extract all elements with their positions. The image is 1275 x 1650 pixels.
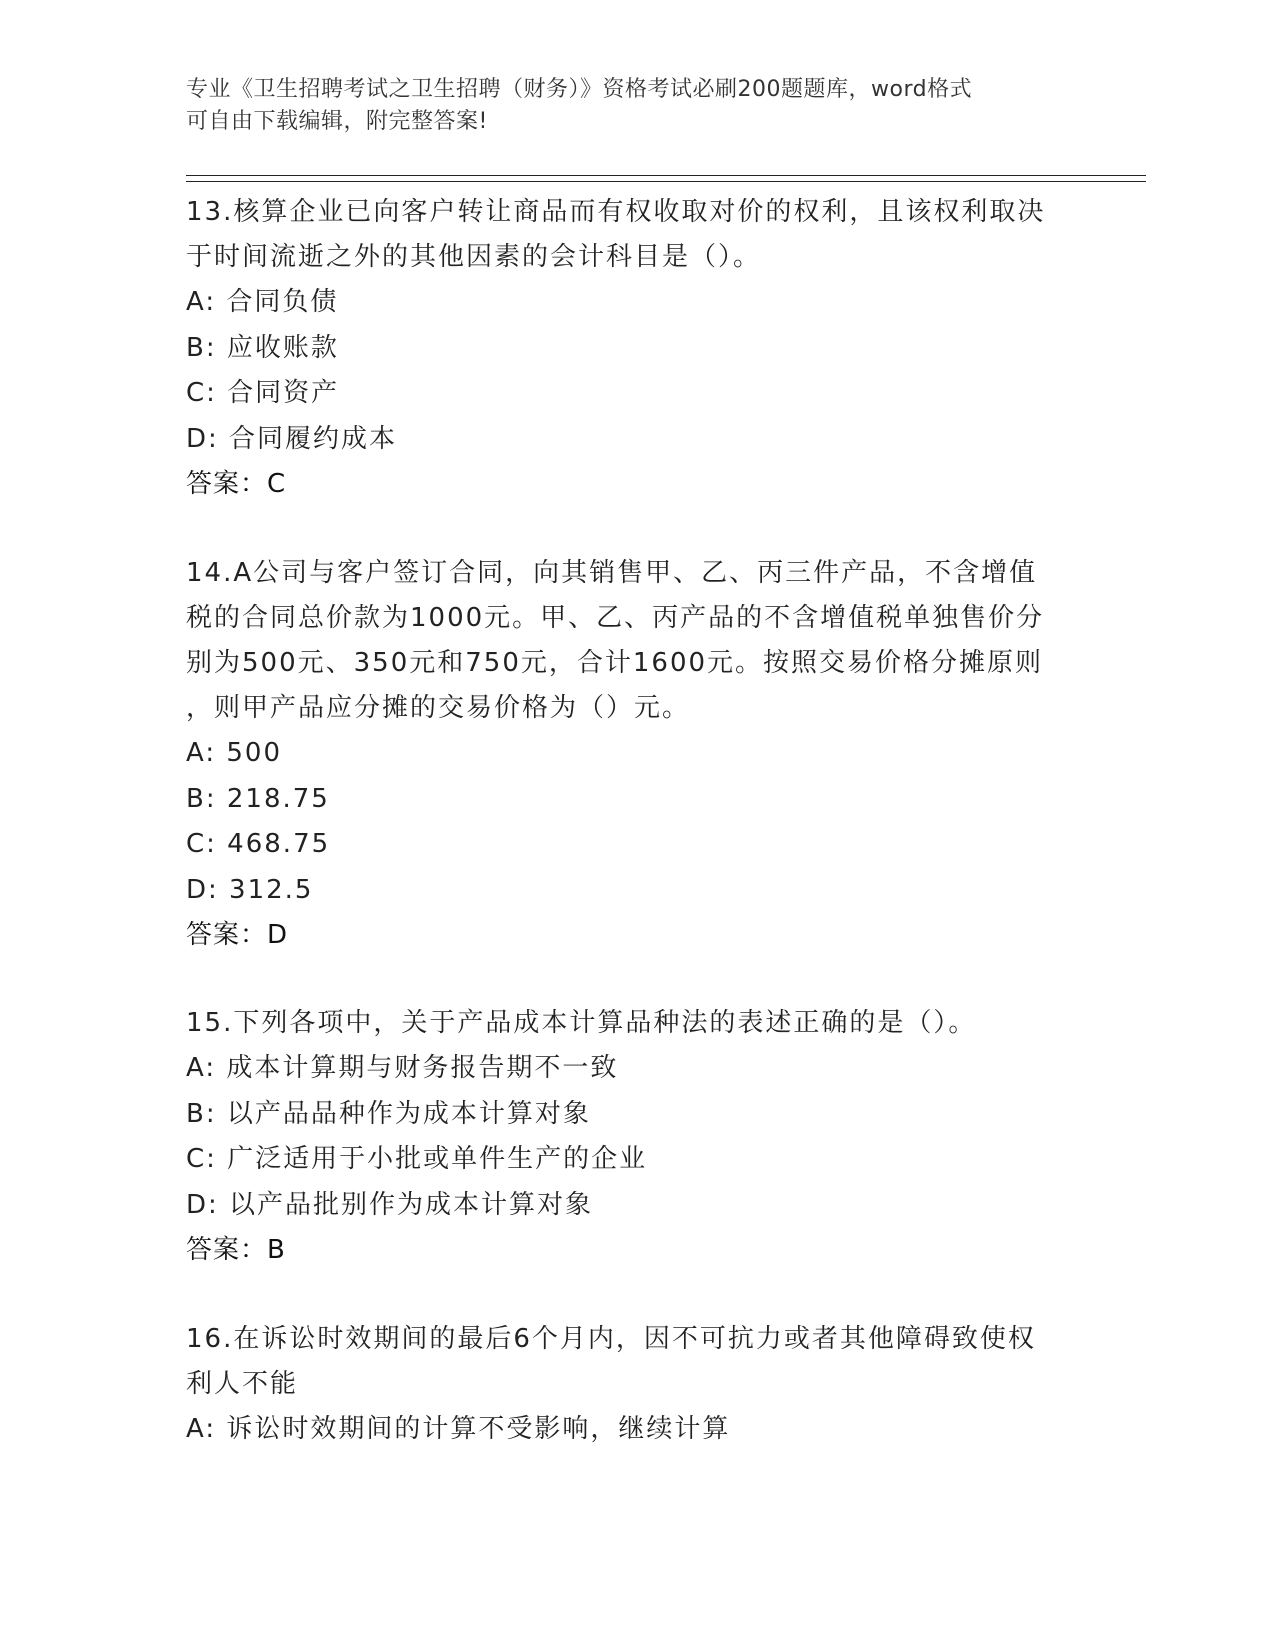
option-d: D: 合同履约成本	[186, 423, 398, 454]
option-c: C: 468.75	[186, 829, 331, 859]
answer: 答案：B	[186, 1235, 286, 1265]
question-13	[186, 190, 1086, 507]
stem-line: 14.A公司与客户签订合同，向其销售甲、乙、丙三件产品，不含增值	[186, 558, 1038, 588]
option-a: A: 合同负债	[186, 287, 339, 317]
header-line-1: 专业《卫生招聘考试之卫生招聘（财务）》资格考试必刷200题题库，word格式	[186, 77, 973, 102]
question-gap	[186, 1273, 1086, 1317]
question-stem	[186, 1317, 1086, 1407]
document-header	[186, 74, 1066, 138]
answer: 答案：C	[186, 469, 287, 499]
option-d: D: 312.5	[186, 874, 314, 905]
option-a: A: 成本计算期与财务报告期不一致	[186, 1053, 619, 1083]
option-d: D: 以产品批别作为成本计算对象	[186, 1189, 594, 1220]
stem-line: 利人不能	[186, 1369, 299, 1399]
stem-line: 税的合同总价款为1000元。甲、乙、丙产品的不含增值税单独售价分	[186, 603, 1045, 633]
question-15	[186, 1001, 1086, 1273]
stem-line: ，则甲产品应分摊的交易价格为（）元。	[186, 693, 691, 723]
stem-line: 13.核算企业已向客户转让商品而有权收取对价的权利，且该权利取决	[186, 197, 1046, 227]
question-gap	[186, 507, 1086, 551]
question-gap	[186, 958, 1086, 1001]
header-divider-top	[186, 175, 1146, 176]
question-14	[186, 551, 1086, 958]
question-list	[186, 190, 1086, 1453]
header-divider-bottom	[186, 181, 1146, 182]
stem-line: 16.在诉讼时效期间的最后6个月内，因不可抗力或者其他障碍致使权	[186, 1324, 1036, 1354]
option-b: B: 218.75	[186, 783, 330, 814]
option-c: C: 合同资产	[186, 378, 340, 408]
question-stem	[186, 190, 1086, 280]
option-b: B: 应收账款	[186, 332, 339, 363]
stem-line: 15.下列各项中，关于产品成本计算品种法的表述正确的是（）。	[186, 1008, 977, 1038]
answer: 答案：D	[186, 920, 289, 950]
question-stem	[186, 1001, 1086, 1046]
option-b: B: 以产品品种作为成本计算对象	[186, 1098, 591, 1129]
question-16	[186, 1317, 1086, 1453]
question-stem	[186, 551, 1086, 731]
stem-line: 别为500元、350元和750元，合计1600元。按照交易价格分摊原则	[186, 648, 1044, 678]
option-c: C: 广泛适用于小批或单件生产的企业	[186, 1144, 648, 1174]
stem-line: 于时间流逝之外的其他因素的会计科目是（）。	[186, 242, 762, 272]
option-a: A: 500	[186, 738, 282, 768]
option-a: A: 诉讼时效期间的计算不受影响，继续计算	[186, 1414, 731, 1444]
header-line-2: 可自由下载编辑，附完整答案!	[186, 109, 488, 134]
